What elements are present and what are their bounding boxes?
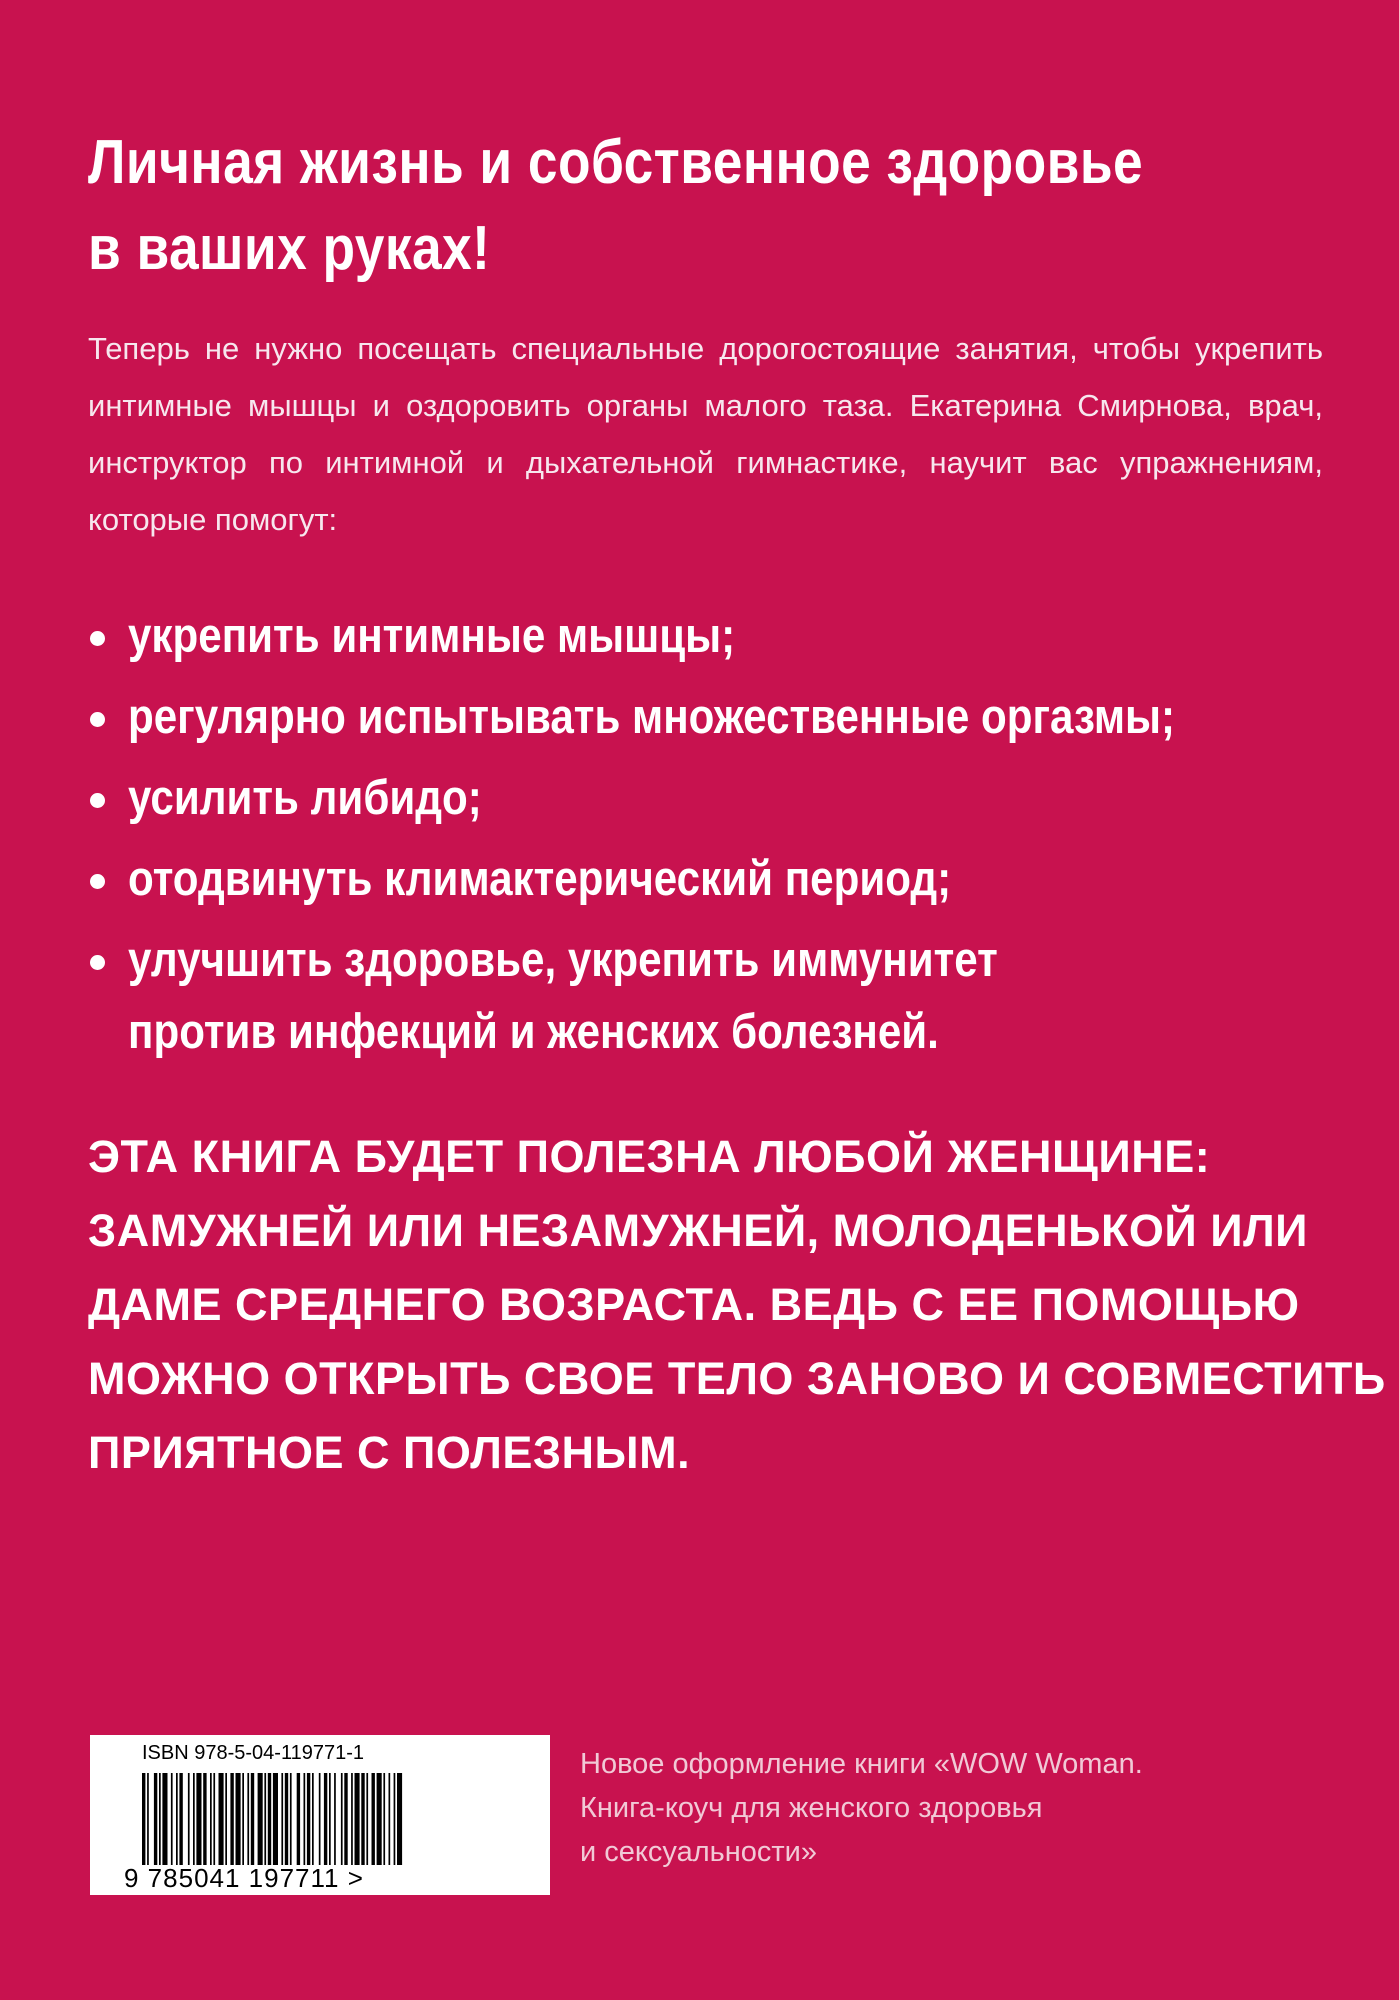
audience-line-5: ПРИЯТНОЕ С ПОЛЕЗНЫМ. [88, 1427, 691, 1478]
isbn-label: ISBN 978-5-04-119771-1 [142, 1742, 364, 1764]
bullet-dot-icon [90, 712, 105, 727]
list-item-text: улучшить здоровье, укрепить иммунитет [128, 933, 998, 987]
bullet-dot-icon [90, 874, 105, 889]
headline [88, 120, 1144, 292]
bullet-dot-icon [90, 955, 105, 970]
audience-line-2: ЗАМУЖНЕЙ ИЛИ НЕЗАМУЖНЕЙ, МОЛОДЕНЬКОЙ ИЛИ [88, 1205, 1309, 1256]
list-item [88, 681, 1338, 753]
list-item-text-continued: против инфекций и женских болезней. [128, 1005, 939, 1059]
list-item-text: отодвинуть климактерический период; [128, 852, 952, 906]
headline-line-2: в ваших руках! [88, 214, 491, 283]
audience-line-1: ЭТА КНИГА БУДЕТ ПОЛЕЗНА ЛЮБОЙ ЖЕНЩИНЕ: [88, 1131, 1211, 1182]
intro-paragraph: Теперь не нужно посещать специальные дорогостоящие занятия, чтобы укрепить интимные мышцы и оздоровить органы малого таза. Екатерина Смирнова, врач, инструктор по интимной и дыхательной гимнастике, научит вас упражнениям, которые помогут: [88, 331, 1323, 537]
audience-line-3: ДАМЕ СРЕДНЕГО ВОЗРАСТА. ВЕДЬ С ЕЕ ПОМОЩЬЮ [88, 1279, 1300, 1330]
barcode-bars-icon [142, 1773, 472, 1865]
edition-note-line-1: Новое оформление книги «WOW Woman. [580, 1748, 1143, 1780]
barcode-number: 9 785041 197711 > [124, 1863, 364, 1893]
audience-statement [88, 1120, 1386, 1490]
list-item-text: регулярно испытывать множественные оргазмы; [128, 690, 1176, 744]
list-item [88, 762, 1338, 834]
edition-note [580, 1742, 1360, 1874]
edition-note-line-3: и сексуальности» [580, 1836, 817, 1868]
list-item [88, 600, 1338, 672]
list-item [88, 924, 1338, 1068]
bullet-dot-icon [90, 793, 105, 808]
publisher-logo-icon [440, 1780, 520, 1860]
headline-line-1: Личная жизнь и собственное здоровье [88, 128, 1144, 197]
edition-note-line-2: Книга-коуч для женского здоровья [580, 1792, 1043, 1824]
benefits-list [88, 600, 1338, 1077]
list-item-text: укрепить интимные мышцы; [128, 609, 736, 663]
bullet-dot-icon [90, 631, 105, 646]
audience-line-4: МОЖНО ОТКРЫТЬ СВОЕ ТЕЛО ЗАНОВО И СОВМЕСТИТЬ [88, 1353, 1386, 1404]
list-item-text: усилить либидо; [128, 771, 482, 825]
list-item [88, 843, 1338, 915]
